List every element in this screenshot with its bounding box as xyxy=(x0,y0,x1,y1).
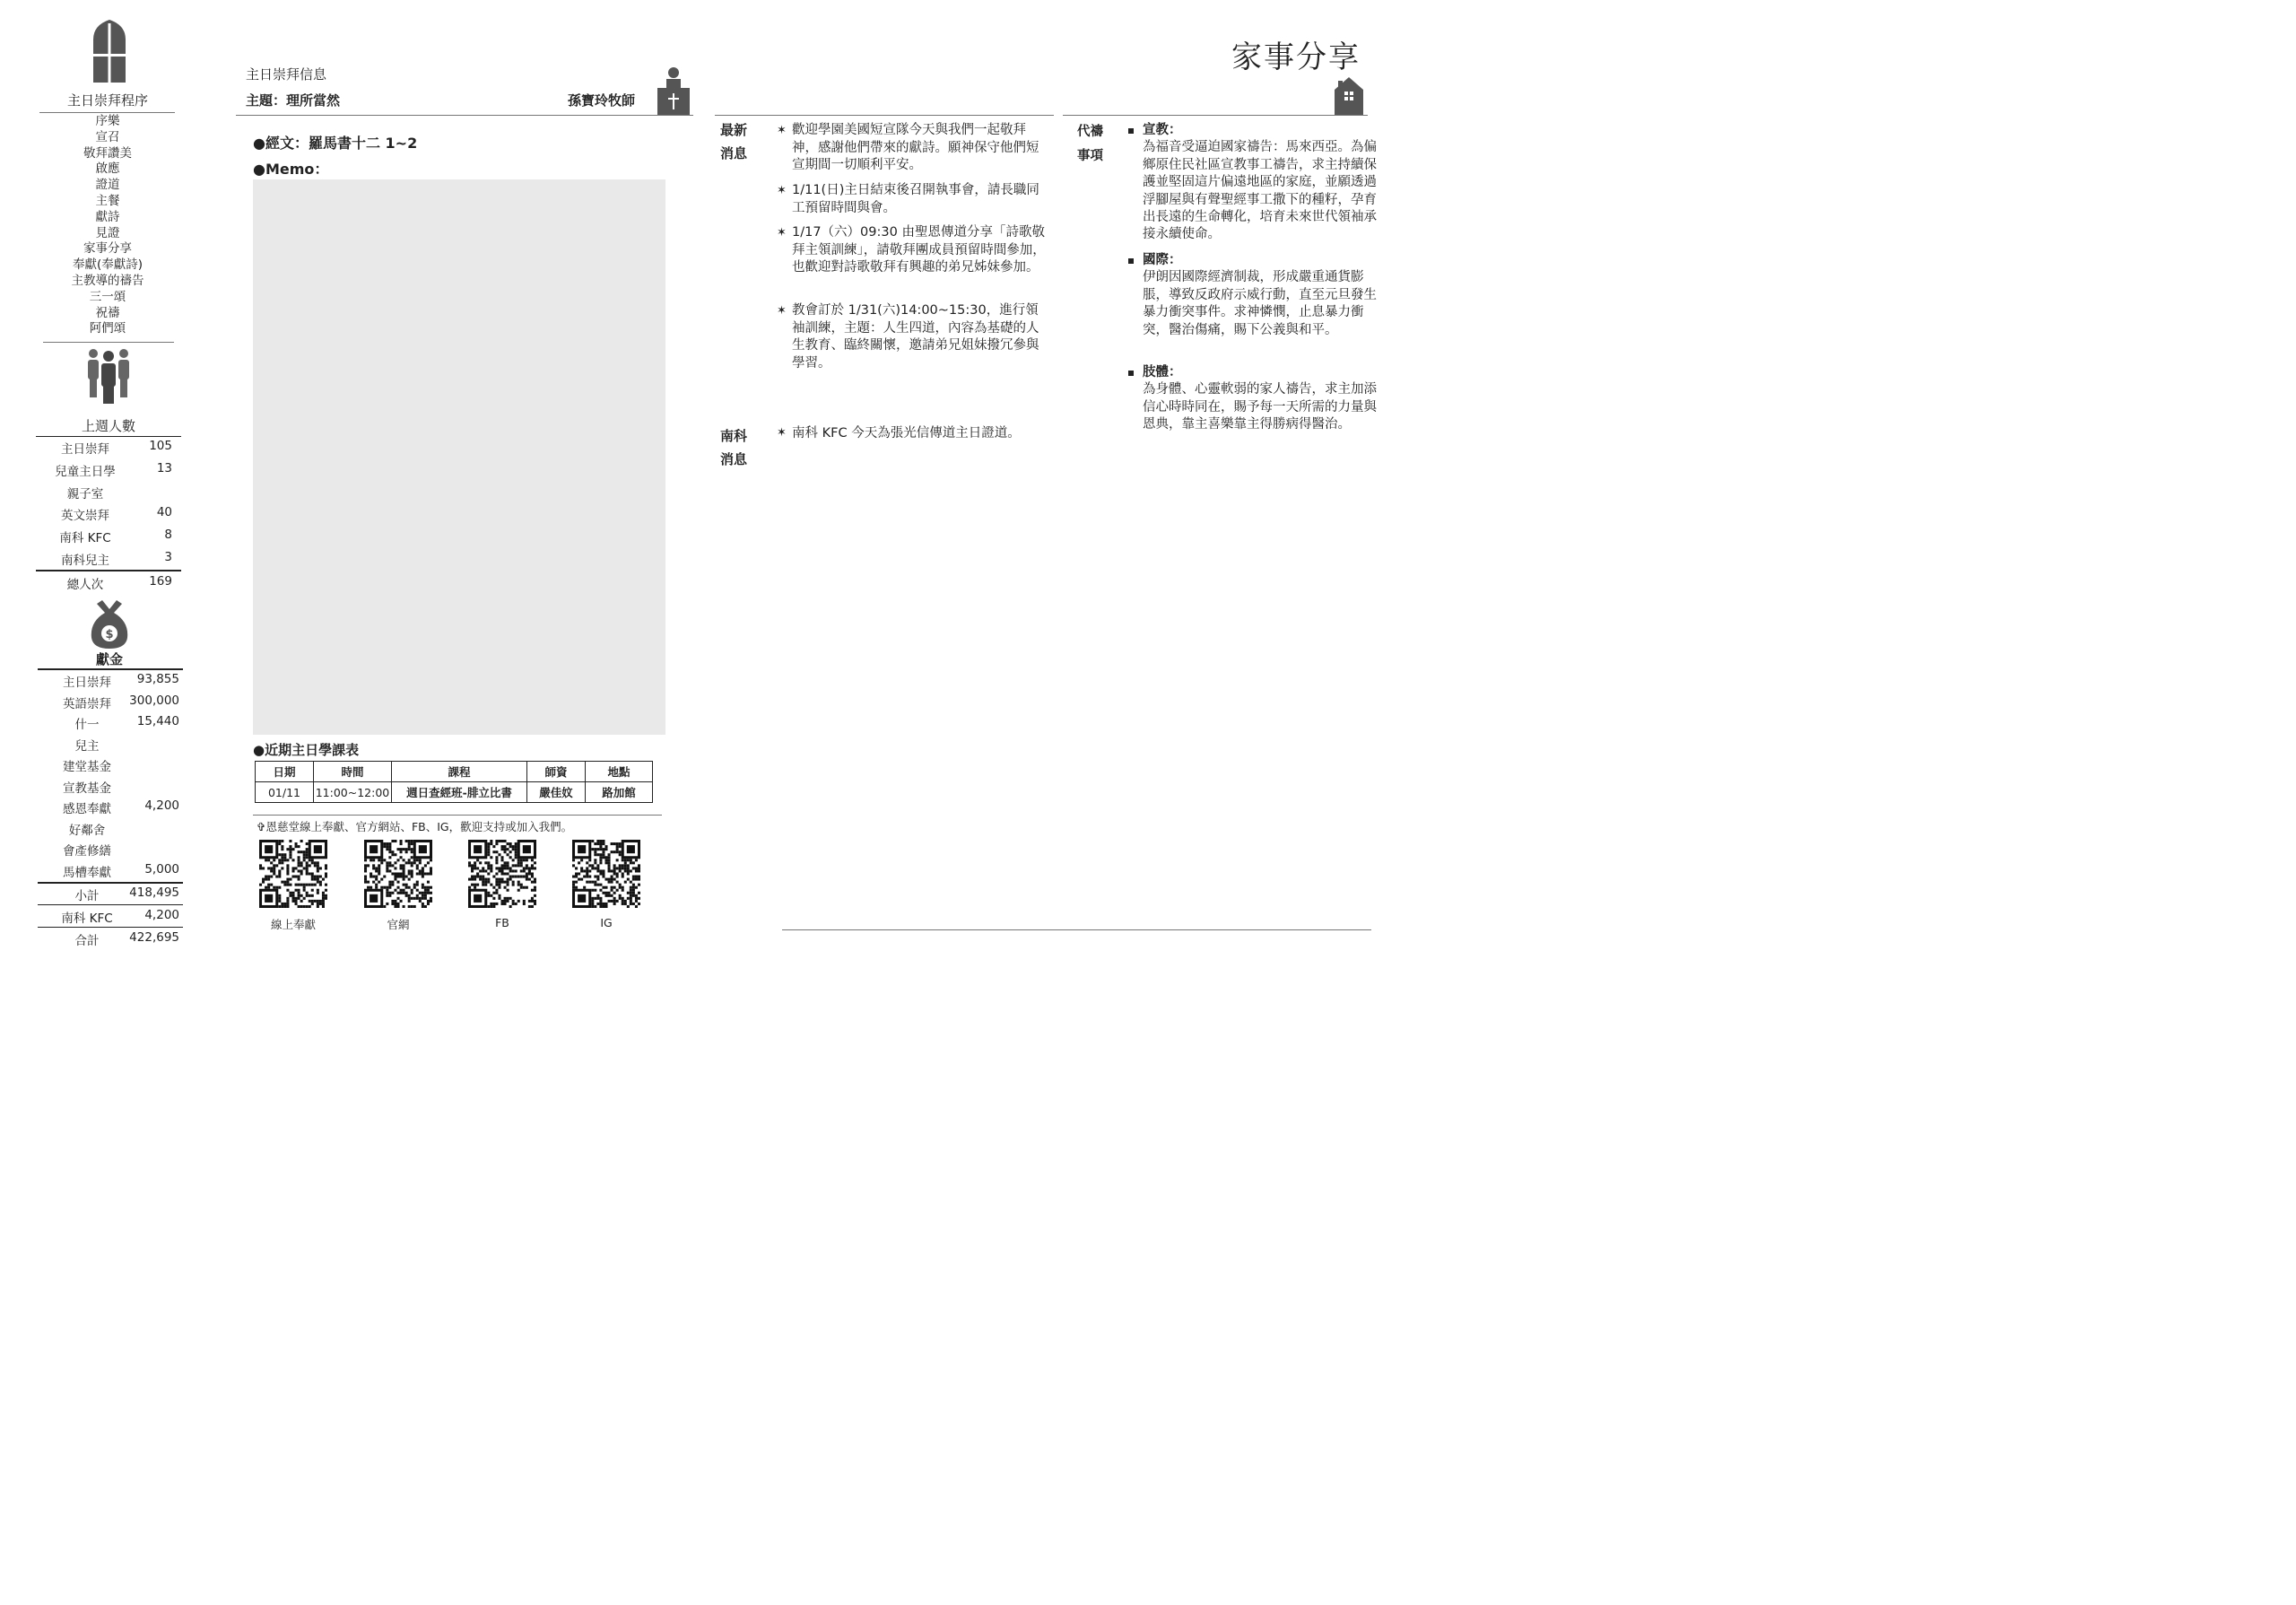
offering-label: 英語崇拜 xyxy=(63,696,111,711)
qr-label: 官網 xyxy=(387,918,410,931)
star-icon: ✶ xyxy=(777,226,787,240)
order-item: 啟應 xyxy=(95,161,120,177)
attendance-row xyxy=(36,528,181,549)
subtotal-label: 小計 xyxy=(74,889,100,903)
prayer-title: 國際： xyxy=(1143,253,1182,267)
course-header-row xyxy=(256,762,653,782)
qr-code[interactable] xyxy=(572,840,640,908)
bullet-icon xyxy=(1128,128,1134,134)
offering-label: 感恩奉獻 xyxy=(63,802,111,816)
scripture-text: ●經文：羅馬書十二 1~2 xyxy=(253,135,418,152)
qr-label: IG xyxy=(600,916,613,929)
course-cell: 01/11 xyxy=(256,782,314,803)
course-row xyxy=(256,782,653,803)
order-item: 祝禱 xyxy=(95,305,120,320)
news-text: 1/17（六）09:30 由聖恩傳道分享「詩歌敬拜主領訓練」，請敬拜團成員預留時間參加，也歡迎對詩歌敬拜有興趣的弟兄姊妹參加。 xyxy=(792,225,1046,275)
house-icon xyxy=(1335,77,1363,115)
news-item xyxy=(777,122,1051,175)
order-item: 宣召 xyxy=(95,129,120,144)
nk-news-text: 南科 KFC 今天為張光信傳道主日證道。 xyxy=(792,426,1021,441)
offering-subtotal xyxy=(38,885,183,906)
preacher-name: 孫寶玲牧師 xyxy=(568,92,636,109)
prayer-title: 肢體： xyxy=(1143,365,1182,379)
attendance-total-label: 總人次 xyxy=(66,578,104,592)
star-icon: ✶ xyxy=(777,304,787,318)
attendance-value: 105 xyxy=(149,439,172,453)
prayer-item xyxy=(1143,364,1388,434)
bullet-icon xyxy=(1128,258,1134,264)
order-item: 證道 xyxy=(95,178,120,193)
qr-label: 線上奉獻 xyxy=(270,918,316,931)
total-label: 合計 xyxy=(74,934,100,948)
offering-label: 什一 xyxy=(74,718,100,732)
attendance-label: 南科兒主 xyxy=(61,554,109,568)
course-cell: 嚴佳妏 xyxy=(527,782,586,803)
offering-value: 300,000 xyxy=(129,693,179,708)
offering-row xyxy=(38,736,183,756)
people-icon xyxy=(86,348,131,404)
course-header-cell: 地點 xyxy=(586,762,653,782)
church-window-icon xyxy=(93,20,126,83)
sermon-theme: 主題：理所當然 xyxy=(246,92,341,109)
offering-row xyxy=(38,778,183,798)
course-header-cell: 師資 xyxy=(527,762,586,782)
nk-head-line2: 消息 xyxy=(720,451,748,467)
offering-total xyxy=(38,930,183,951)
order-item: 奉獻(奉獻詩) xyxy=(72,257,144,273)
offering-value: 4,200 xyxy=(144,798,179,813)
offering-value: 15,440 xyxy=(136,714,179,728)
attendance-value: 8 xyxy=(164,528,172,543)
qr-code[interactable] xyxy=(259,840,327,908)
subtotal-value: 418,495 xyxy=(129,885,179,900)
order-item: 序樂 xyxy=(95,114,120,128)
attendance-value: 13 xyxy=(156,460,172,475)
news-text: 1/11(日)主日結束後召開執事會，請長職同工預留時間與會。 xyxy=(792,183,1039,215)
order-item: 敬拜讚美 xyxy=(83,145,132,161)
offering-row xyxy=(38,672,183,693)
attendance-row xyxy=(36,484,181,505)
order-item: 主餐 xyxy=(95,193,120,208)
offering-title: 獻金 xyxy=(95,651,123,667)
order-item: 三一頌 xyxy=(89,289,126,304)
total-value: 422,695 xyxy=(129,930,179,945)
prayer-body: 為福音受逼迫國家禱告：馬來西亞。為偏鄉原住民社區宣教事工禱告，求主持續保護並堅固這片偏遠地區的家庭，並願透過浮腳屋與有聲聖經事工撒下的種籽，孕育出長遠的生命轉化，培育未來世代領袖承接永續使命。 xyxy=(1143,140,1377,242)
star-icon: ✶ xyxy=(777,124,787,137)
qr-note xyxy=(257,818,572,834)
order-item: 獻詩 xyxy=(95,209,120,224)
qr-code[interactable] xyxy=(468,840,536,908)
money-bag-icon xyxy=(90,598,129,649)
news-item xyxy=(777,302,1051,372)
news-item xyxy=(777,224,1051,277)
offering-label: 宣教基金 xyxy=(63,781,111,796)
attendance-label: 親子室 xyxy=(66,486,104,502)
prayer-head-line1: 代禱 xyxy=(1077,125,1103,139)
order-item: 見證 xyxy=(95,225,120,240)
prayer-head-line2: 事項 xyxy=(1077,149,1103,163)
attendance-label: 主日崇拜 xyxy=(61,442,109,457)
offering-row xyxy=(38,756,183,777)
nk-head-line1: 南科 xyxy=(720,428,748,444)
attendance-label: 英文崇拜 xyxy=(61,509,109,524)
course-cell: 路加館 xyxy=(586,782,653,803)
course-cell: 11:00~12:00 xyxy=(314,782,392,803)
offering-row xyxy=(38,714,183,735)
news-head xyxy=(720,118,747,165)
news-text: 教會訂於 1/31(六)14:00~15:30，進行領袖訓練，主題：人生四道，內容為基礎的人生教育、臨終關懷，邀請弟兄姐妹撥冗參與學習。 xyxy=(792,303,1039,371)
offering-kfc xyxy=(38,908,183,929)
prayer-body: 伊朗因國際經濟制裁，形成嚴重通貨膨脹，導致反政府示威行動，直至元旦發生暴力衝突事件。求神憐憫，止息暴力衝突，醫治傷痛，賜下公義與和平。 xyxy=(1143,270,1377,337)
attendance-row xyxy=(36,505,181,527)
kfc-value: 4,200 xyxy=(144,908,179,922)
prayer-title: 宣教： xyxy=(1143,123,1182,137)
star-icon: ✶ xyxy=(777,426,787,440)
offering-row xyxy=(38,693,183,714)
memo-area[interactable] xyxy=(253,179,665,735)
money-bag-symbol: $ xyxy=(105,628,114,641)
offering-label: 主日崇拜 xyxy=(63,676,111,690)
course-title: ●近期主日學課表 xyxy=(253,742,360,758)
prayer-item xyxy=(1143,122,1388,244)
order-list xyxy=(39,114,176,337)
course-header-cell: 日期 xyxy=(256,762,314,782)
bullet-icon xyxy=(1128,371,1134,376)
worship-heading: 主日崇拜信息 xyxy=(246,66,327,83)
qr-note-text: 恩慈堂線上奉獻、官方網站、FB、IG，歡迎支持或加入我們。 xyxy=(265,820,573,833)
order-item: 家事分享 xyxy=(83,241,132,257)
offering-row xyxy=(38,862,183,883)
offering-row xyxy=(38,841,183,861)
attendance-label: 兒童主日學 xyxy=(55,464,116,479)
attendance-row xyxy=(36,439,181,460)
offering-label: 馬槽奉獻 xyxy=(63,865,111,880)
attendance-row xyxy=(36,550,181,571)
offering-value: 93,855 xyxy=(136,672,179,686)
attendance-label: 南科 KFC xyxy=(59,531,111,546)
nk-news-item xyxy=(777,421,1051,446)
attendance-row xyxy=(36,461,181,483)
order-item: 阿們頌 xyxy=(89,321,126,336)
pulpit-icon xyxy=(657,66,690,115)
order-item: 主教導的禱告 xyxy=(71,273,144,288)
offering-label: 兒主 xyxy=(74,738,100,754)
offering-row xyxy=(38,820,183,841)
prayer-body: 為身體、心靈軟弱的家人禱告，求主加添信心時時同在，賜予每一天所需的力量與恩典，靠主喜樂靠主得勝病得醫治。 xyxy=(1143,382,1377,432)
qr-code[interactable] xyxy=(364,840,432,908)
course-table xyxy=(255,761,653,803)
offering-row xyxy=(38,798,183,819)
offering-value: 5,000 xyxy=(144,861,179,877)
prayer-item xyxy=(1143,252,1388,339)
course-header-cell: 時間 xyxy=(314,762,392,782)
news-head-line2: 消息 xyxy=(720,145,748,161)
attendance-value: 40 xyxy=(156,505,172,520)
attendance-total-value: 169 xyxy=(149,574,172,589)
offering-label: 會產修繕 xyxy=(63,844,111,859)
cross-icon: ✞ xyxy=(257,820,266,833)
star-icon: ✶ xyxy=(777,184,787,197)
nk-news-head xyxy=(720,424,747,471)
news-text: 歡迎學園美國短宣隊今天與我們一起敬拜神，感謝他們帶來的獻詩。願神保守他們短宣期間一切順利平安。 xyxy=(792,123,1039,172)
attendance-value: 3 xyxy=(164,550,172,564)
course-cell: 週日查經班-腓立比書 xyxy=(392,782,527,803)
course-header-cell: 課程 xyxy=(392,762,527,782)
offering-label: 建堂基金 xyxy=(63,760,111,774)
attendance-total xyxy=(36,574,181,596)
news-head-line1: 最新 xyxy=(720,122,748,138)
order-title: 主日崇拜程序 xyxy=(66,92,148,109)
offering-label: 好鄰舍 xyxy=(68,823,106,838)
news-item xyxy=(777,182,1051,217)
qr-label: FB xyxy=(495,916,509,929)
kfc-label: 南科 KFC xyxy=(61,912,113,926)
memo-label: ●Memo： xyxy=(253,161,329,178)
page-title: 家事分享 xyxy=(1231,39,1361,75)
prayer-head xyxy=(1077,120,1103,169)
attendance-title: 上週人數 xyxy=(81,418,135,434)
